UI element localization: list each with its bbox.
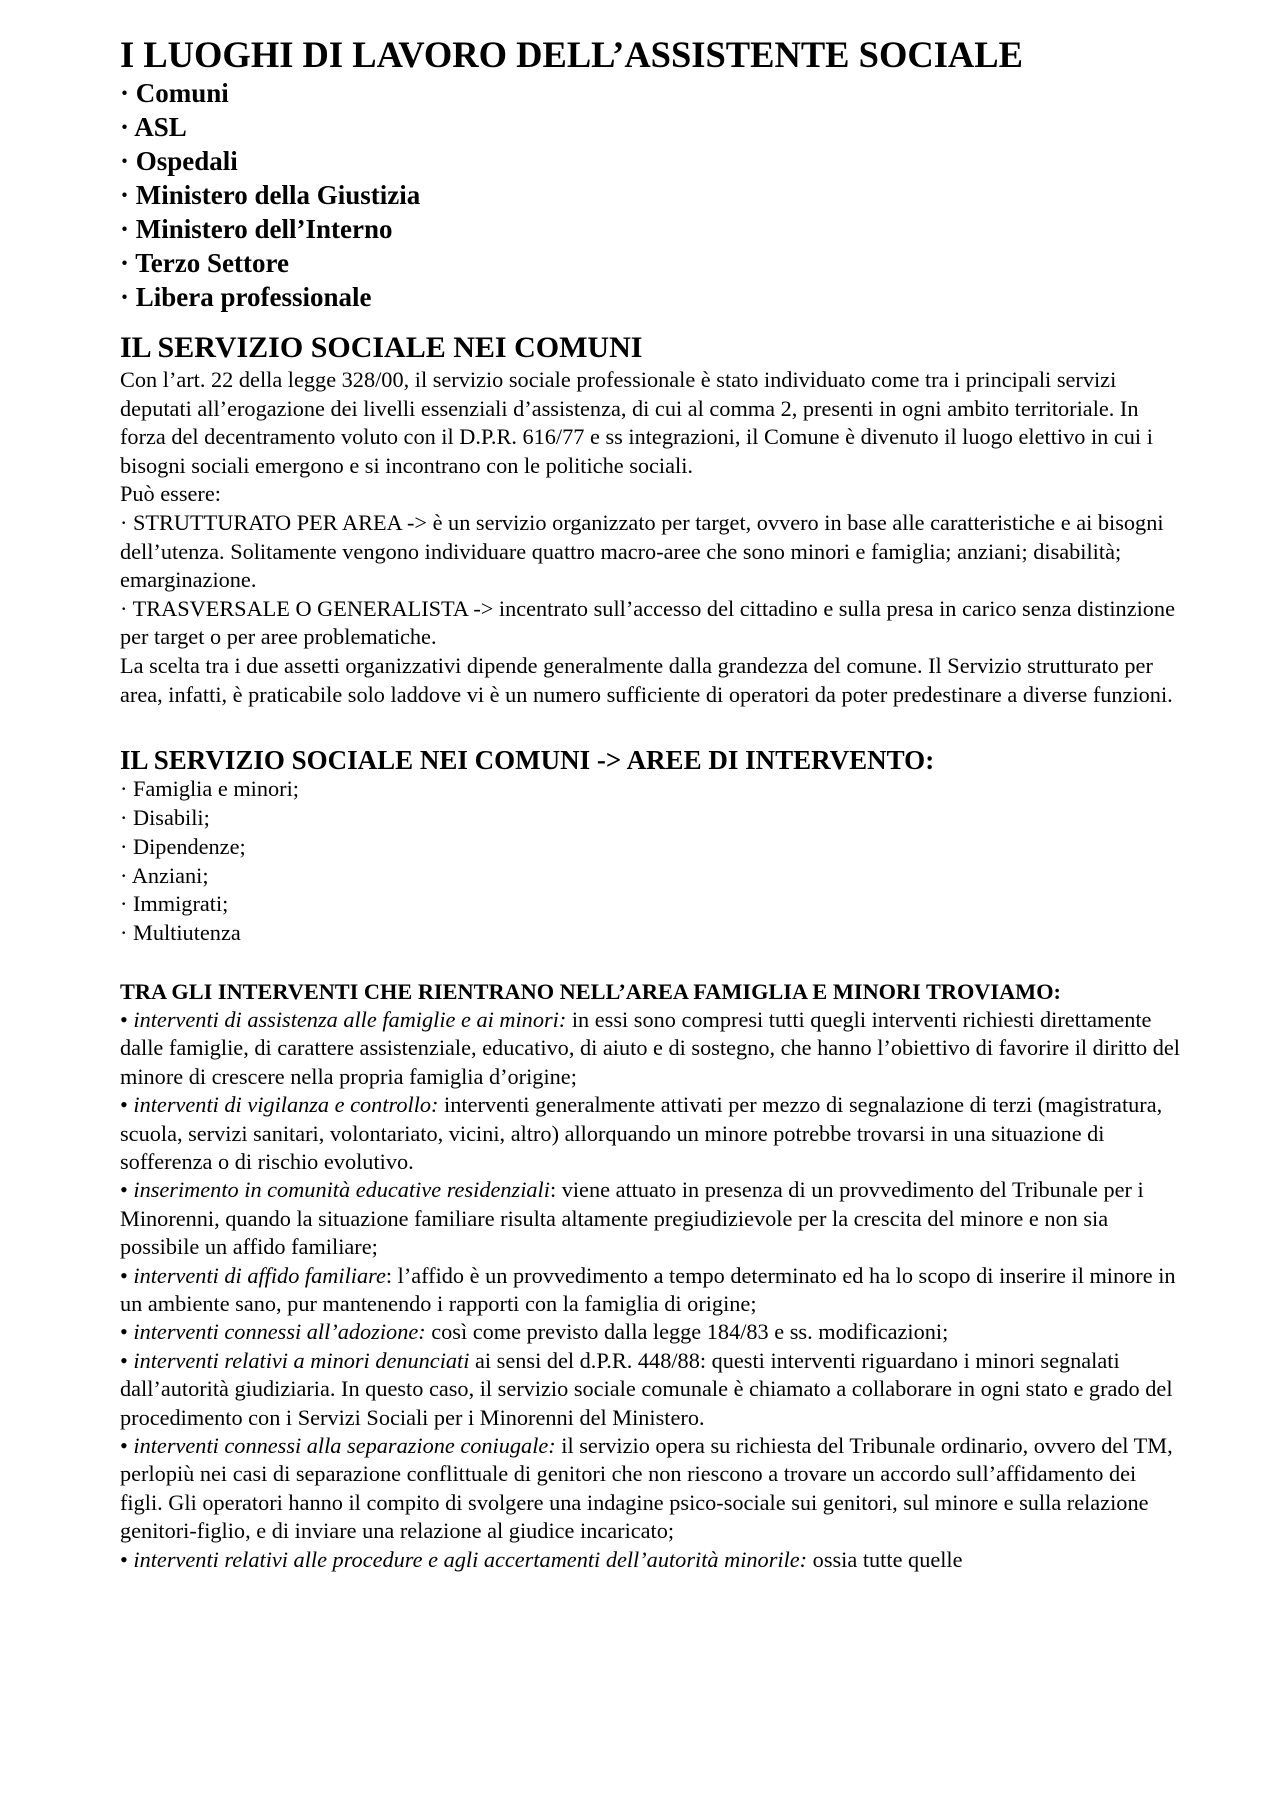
intervention-description: : viene attuato in presenza di un provvedimento del Tribunale per i Minorenni, quando la situazione familiare risulta altamente pregiudizievole per la crescita del minore e non sia possibile un affido familiare; [120,1177,1144,1260]
intervention-description: in essi sono compresi tutti quegli interventi richiesti direttamente dalle famiglie, di carattere assistenziale, educativo, di aiuto e di sostegno, che hanno l’obiettivo di favorire il diritto del minore di crescere nella propria famiglia d’origine; [120,1006,1180,1089]
bullet-glyph: • [120,1006,128,1032]
intervention-area-item: · Dipendenze; [120,833,246,859]
intervention-description: così come previsto dalla legge 184/83 e ss. modificazioni; [425,1319,949,1345]
workplace-item: · Libera professionale [120,282,372,312]
bullet-glyph: • [120,1177,128,1203]
intervention-term: interventi relativi alle procedure e agli accertamenti dell’autorità minorile: [133,1546,808,1572]
workplaces-list [120,76,1180,314]
intervention-areas-title [120,745,1180,775]
intervention-description: il servizio opera su richiesta del Tribunale ordinario, ovvero del TM, perlopiù nei casi di separazione conflittuale di genitori che non riescono a trovare un accordo sull’affidamento dei figli. Gli operatori hanno il compito di svolgere una indagine psico-sociale sui genitori, sul minore e sulla relazione genitori-figlio, e di inviare una relazione al giudice incaricato; [120,1433,1173,1544]
bullet-glyph: • [120,1319,128,1345]
intervention-item [120,1262,1180,1319]
workplaces-title: I LUOGHI DI LAVORO DELL’ASSISTENTE SOCIALE [120,34,1023,75]
option-generalist: · TRASVERSALE O GENERALISTA -> incentrato sull’accesso del cittadino e sulla presa in carico senza distinzione per target o per aree problematiche. [120,595,1175,650]
organizational-choice-paragraph: La scelta tra i due assetti organizzativi dipende generalmente dalla grandezza del comune. Il Servizio strutturato per area, infatti, è praticabile solo laddove vi è un numero sufficiente di operatori da poter predestinare a diverse funzioni. [120,652,1173,707]
workplace-item: · ASL [120,112,187,142]
intervention-item [120,1546,1180,1574]
intervention-area-item: · Anziani; [120,862,209,888]
intervention-areas-title-suffix: : [925,745,935,776]
municipal-service-intro: Con l’art. 22 della legge 328/00, il servizio sociale professionale è stato individuato come tra i principali servizi deputati all’erogazione dei livelli essenziali d’assistenza, di cui al comma 2, presenti in ogni ambito territoriale. In forza del decentramento voluto con il D.P.R. 616/77 e ss integrazioni, il Comune è divenuto il luogo elettivo in cui i bisogni sociali emergono e si incontrano con le politiche sociali. [120,367,1153,478]
workplace-item: · Ministero della Giustizia [120,180,421,210]
intervention-item [120,1347,1180,1432]
intervention-area-item: · Multiutenza [120,920,241,946]
intervention-description: : l’affido è un provvedimento a tempo determinato ed ha lo scopo di inserire il minore in un ambiente sano, pur mantenendo i rapporti con la famiglia di origine; [120,1262,1176,1316]
workplace-item: · Ministero dell’Interno [120,214,393,244]
intervention-description: ai sensi del d.P.R. 448/88: questi interventi riguardano i minori segnalati dall’autorità giudiziaria. In questo caso, il servizio sociale comunale è chiamato a collaborare in ogni stato e grado del procedimento con i Servizi Sociali per i Minorenni del Ministero. [120,1347,1173,1430]
intervention-item [120,1006,1180,1091]
intervention-term: interventi connessi alla separazione coniugale: [133,1433,556,1458]
intervention-term: interventi di vigilanza e controllo: [133,1092,439,1118]
option-structured-by-area: · STRUTTURATO PER AREA -> è un servizio organizzato per target, ovvero in base alle caratteristiche e ai bisogni dell’utenza. Solitamente vengono individuare quattro macro-aree che sono minori e famiglia; anziani; disabilità; emarginazione. [120,509,1164,593]
intervention-area-item: · Immigrati; [120,891,229,917]
intervention-description: interventi generalmente attivati per mezzo di segnalazione di terzi (magistratura, scuola, servizi sanitari, volontariato, vicini, altro) allorquando un minore potrebbe trovarsi in una situazione di sofferenza o di rischio evolutivo. [120,1092,1163,1174]
family-minors-interventions-list [120,1006,1180,1574]
workplace-item: · Ospedali [120,146,238,176]
intervention-term: interventi di affido familiare [133,1262,386,1288]
municipal-service-title: IL SERVIZIO SOCIALE NEI COMUNI [120,331,643,364]
document-page [120,34,1180,1574]
bullet-glyph: • [120,1546,128,1572]
workplace-item: · Comuni [120,78,229,108]
intervention-areas-list [120,775,1180,948]
bullet-glyph: • [120,1433,128,1458]
bullet-glyph: • [120,1347,128,1373]
intervention-item [120,1318,1180,1346]
intervention-term: interventi di assistenza alle famiglie e ai minori: [133,1006,567,1032]
intervention-term: interventi connessi all’adozione: [133,1319,426,1345]
intervention-item [120,1176,1180,1261]
workplace-item: · Terzo Settore [120,248,289,278]
can-be-label: Può essere: [120,481,221,507]
intervention-term: interventi relativi a minori denunciati [133,1347,470,1373]
bullet-glyph: • [120,1092,128,1118]
intervention-areas-title-prefix: IL SERVIZIO SOCIALE NEI COMUNI -> [120,745,627,776]
intervention-item [120,1432,1180,1546]
intervention-description: ossia tutte quelle [807,1546,963,1572]
intervention-areas-title-bold: AREE DI INTERVENTO [626,745,926,776]
bullet-glyph: • [120,1262,128,1288]
intervention-area-item: · Famiglia e minori; [120,776,299,802]
family-minors-interventions-title: TRA GLI INTERVENTI CHE RIENTRANO NELL’AREA FAMIGLIA E MINORI TROVIAMO: [120,978,1061,1004]
intervention-item [120,1091,1180,1176]
intervention-term: inserimento in comunità educative residenziali [133,1177,550,1203]
intervention-area-item: · Disabili; [120,804,210,830]
